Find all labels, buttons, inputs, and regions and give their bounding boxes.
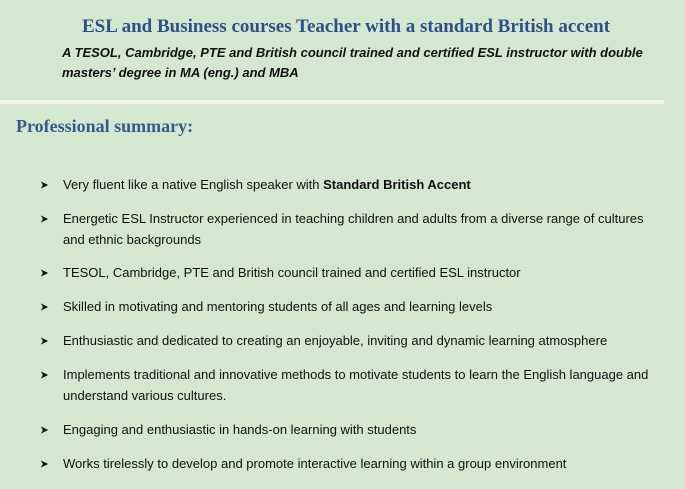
arrow-bullet-icon	[38, 364, 50, 385]
summary-item-text: Energetic ESL Instructor experienced in teaching children and adults from a diverse range of cultures and ethnic backgrounds	[63, 211, 644, 247]
summary-item	[63, 330, 663, 351]
summary-item	[63, 262, 663, 283]
summary-item-text: Works tirelessly to develop and promote interactive learning within a group environment	[63, 456, 567, 471]
arrow-bullet-icon	[38, 419, 50, 440]
summary-item	[63, 174, 663, 195]
summary-item	[63, 419, 663, 440]
summary-item-text: Very fluent like a native English speaker with	[63, 177, 324, 192]
arrow-bullet-icon	[38, 296, 50, 317]
summary-item-emphasis: Standard British Accent	[323, 177, 471, 192]
summary-item-text: Engaging and enthusiastic in hands-on learning with students	[63, 422, 417, 437]
arrow-bullet-icon	[38, 330, 50, 351]
summary-item-text: Implements traditional and innovative methods to motivate students to learn the English language and understand various cultures.	[63, 367, 649, 403]
section-divider	[0, 100, 664, 104]
summary-item-text: Enthusiastic and dedicated to creating an enjoyable, inviting and dynamic learning atmosphere	[63, 333, 608, 348]
summary-item	[63, 364, 663, 406]
summary-item-text: TESOL, Cambridge, PTE and British council trained and certified ESL instructor	[63, 265, 521, 280]
summary-item	[63, 208, 663, 250]
arrow-bullet-icon	[38, 174, 50, 195]
summary-item-text: Skilled in motivating and mentoring students of all ages and learning levels	[63, 299, 493, 314]
summary-item	[63, 453, 663, 474]
resume-subtitle: A TESOL, Cambridge, PTE and British council trained and certified ESL instructor with double masters’ degree in MA (eng.) and MBA	[62, 45, 643, 80]
arrow-bullet-icon	[38, 453, 50, 474]
summary-item	[63, 296, 663, 317]
resume-title: ESL and Business courses Teacher with a standard British accent	[82, 16, 611, 37]
arrow-bullet-icon	[38, 208, 50, 229]
professional-summary-heading: Professional summary:	[16, 116, 194, 136]
arrow-bullet-icon	[38, 262, 50, 283]
